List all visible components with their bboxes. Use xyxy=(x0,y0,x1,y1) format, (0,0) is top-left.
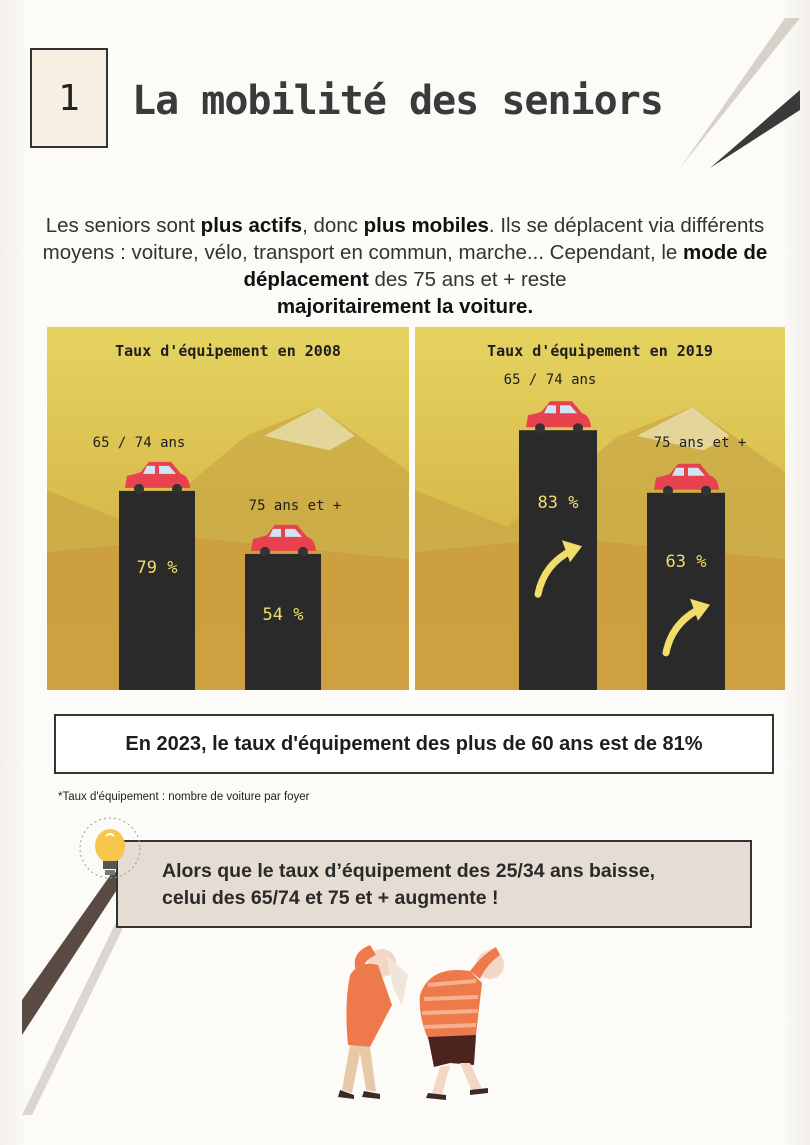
seniors-exercising-illustration xyxy=(300,935,520,1105)
chart-panel-2019 xyxy=(415,327,785,690)
footnote: *Taux d'équipement : nombre de voiture par foyer xyxy=(58,791,310,803)
chart-2019 xyxy=(415,327,785,690)
value-label: 83 % xyxy=(537,493,579,514)
bar-2 xyxy=(647,493,725,690)
page-title: La mobilité des seniors xyxy=(132,78,663,124)
hill-shape xyxy=(415,538,785,690)
decorative-triangles-top xyxy=(660,18,800,178)
chart-2008 xyxy=(47,327,409,690)
value-label: 54 % xyxy=(262,604,304,625)
value-label: 63 % xyxy=(665,551,707,572)
category-label: 75 ans et + xyxy=(248,497,342,514)
tip-line-1: Alors que le taux d’équipement des 25/34 ans baisse, xyxy=(162,860,656,882)
category-label: 75 ans et + xyxy=(653,434,747,451)
chart-title: Taux d'équipement en 2019 xyxy=(487,342,713,360)
section-number: 1 xyxy=(30,48,108,148)
category-label: 65 / 74 ans xyxy=(92,434,186,451)
intro-paragraph: Les seniors sont plus actifs, donc plus mobiles. Ils se déplacent via différents moyens : voiture, vélo, transport en commun, marche... Cependant, le mode de déplacement des 75 ans et + reste majoritairement la voiture. xyxy=(42,214,768,318)
tip-line-2: celui des 65/74 et 75 et + augmente ! xyxy=(162,887,499,909)
highlight-box: En 2023, le taux d'équipement des plus de 60 ans est de 81% xyxy=(54,714,774,774)
tip-box xyxy=(116,840,752,928)
chart-panel-2008 xyxy=(47,327,409,690)
chart-title: Taux d'équipement en 2008 xyxy=(115,342,341,360)
lightbulb-icon xyxy=(78,814,148,892)
value-label: 79 % xyxy=(136,557,178,578)
hill-shape xyxy=(47,538,409,690)
bar-1 xyxy=(119,491,195,690)
decorative-beam xyxy=(22,870,122,1120)
category-label: 65 / 74 ans xyxy=(503,372,597,389)
